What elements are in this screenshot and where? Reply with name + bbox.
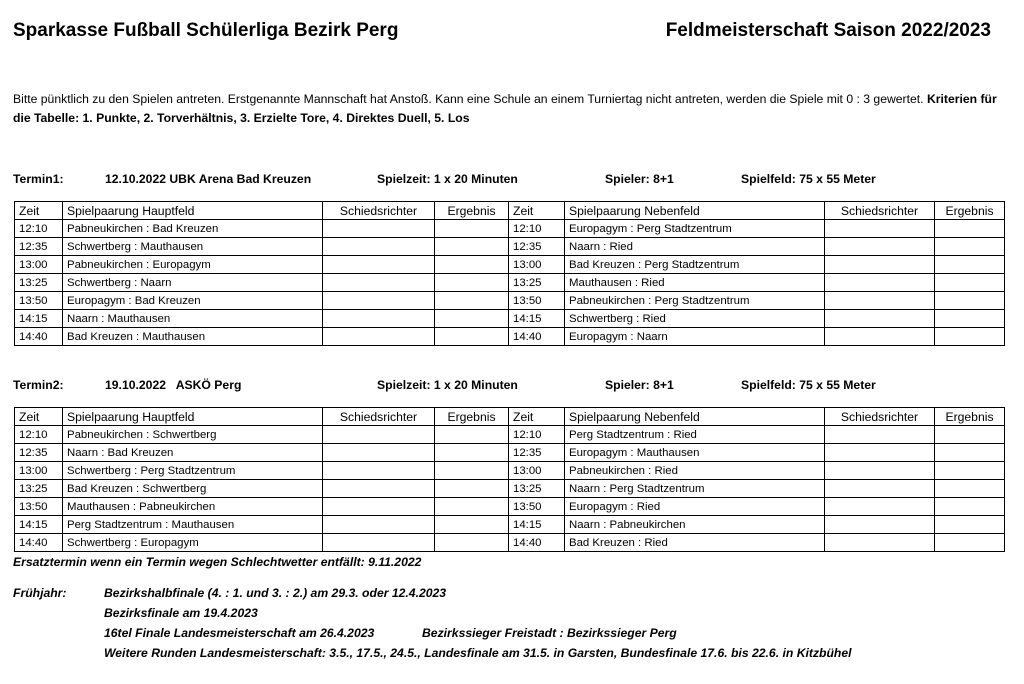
referee-cell[interactable] <box>323 462 435 480</box>
referee-cell[interactable] <box>825 462 935 480</box>
referee-cell[interactable] <box>323 292 435 310</box>
time-cell: 14:15 <box>15 516 63 534</box>
match-cell: Europagym : Bad Kreuzen <box>63 292 323 310</box>
match-cell: Schwertberg : Perg Stadtzentrum <box>63 462 323 480</box>
fruehjahr-line-3-text: 16tel Finale Landesmeisterschaft am 26.4.2023 <box>104 626 375 640</box>
time-cell: 12:10 <box>15 220 63 238</box>
table-row <box>15 328 1005 346</box>
referee-cell[interactable] <box>825 480 935 498</box>
time-cell: 12:35 <box>509 444 565 462</box>
referee-cell[interactable] <box>825 292 935 310</box>
time-cell: 13:50 <box>15 292 63 310</box>
col-ergebnis: Ergebnis <box>935 202 1005 220</box>
referee-cell[interactable] <box>323 238 435 256</box>
result-cell[interactable] <box>435 516 509 534</box>
table-row <box>15 238 1005 256</box>
match-cell: Europagym : Ried <box>565 498 825 516</box>
referee-cell[interactable] <box>323 498 435 516</box>
time-cell: 12:10 <box>509 220 565 238</box>
match-cell: Naarn : Perg Stadtzentrum <box>565 480 825 498</box>
result-cell[interactable] <box>435 256 509 274</box>
schedule-table-1 <box>14 201 1005 346</box>
referee-cell[interactable] <box>323 328 435 346</box>
termin-spieler: Spieler: 8+1 <box>605 172 674 186</box>
table-row <box>15 444 1005 462</box>
referee-cell[interactable] <box>825 516 935 534</box>
col-hauptfeld: Spielpaarung Hauptfeld <box>63 202 323 220</box>
match-cell: Pabneukirchen : Europagym <box>63 256 323 274</box>
intro-paragraph <box>13 90 1003 128</box>
time-cell: 13:25 <box>509 480 565 498</box>
referee-cell[interactable] <box>323 220 435 238</box>
col-zeit: Zeit <box>509 202 565 220</box>
match-cell: Bad Kreuzen : Schwertberg <box>63 480 323 498</box>
referee-cell[interactable] <box>323 274 435 292</box>
match-cell: Schwertberg : Europagym <box>63 534 323 552</box>
result-cell[interactable] <box>435 426 509 444</box>
result-cell[interactable] <box>935 274 1005 292</box>
fruehjahr-label: Frühjahr: <box>13 586 67 600</box>
referee-cell[interactable] <box>825 256 935 274</box>
col-ergebnis: Ergebnis <box>435 408 509 426</box>
match-cell: Naarn : Mauthausen <box>63 310 323 328</box>
table-row <box>15 310 1005 328</box>
result-cell[interactable] <box>435 462 509 480</box>
time-cell: 12:10 <box>509 426 565 444</box>
intro-criteria: Kriterien für die Tabelle: 1. Punkte, 2. Torverhältnis, 3. Erzielte Tore, 4. Direktes Duell, 5. Los <box>13 92 997 125</box>
col-schiedsrichter: Schiedsrichter <box>323 408 435 426</box>
time-cell: 14:40 <box>15 534 63 552</box>
referee-cell[interactable] <box>825 328 935 346</box>
match-cell: Schwertberg : Naarn <box>63 274 323 292</box>
table-row <box>15 274 1005 292</box>
ersatztermin-note: Ersatztermin wenn ein Termin wegen Schlechtwetter entfällt: 9.11.2022 <box>13 555 422 569</box>
season-title: Feldmeisterschaft Saison 2022/2023 <box>665 20 991 41</box>
match-cell: Bad Kreuzen : Perg Stadtzentrum <box>565 256 825 274</box>
match-cell: Naarn : Ried <box>565 238 825 256</box>
time-cell: 14:15 <box>15 310 63 328</box>
result-cell[interactable] <box>935 462 1005 480</box>
match-cell: Mauthausen : Ried <box>565 274 825 292</box>
referee-cell[interactable] <box>825 220 935 238</box>
col-ergebnis: Ergebnis <box>935 408 1005 426</box>
referee-cell[interactable] <box>825 534 935 552</box>
result-cell[interactable] <box>935 444 1005 462</box>
referee-cell[interactable] <box>825 444 935 462</box>
table-row <box>15 516 1005 534</box>
match-cell: Bad Kreuzen : Ried <box>565 534 825 552</box>
result-cell[interactable] <box>935 480 1005 498</box>
referee-cell[interactable] <box>323 480 435 498</box>
match-cell: Europagym : Perg Stadtzentrum <box>565 220 825 238</box>
col-schiedsrichter: Schiedsrichter <box>323 202 435 220</box>
result-cell[interactable] <box>435 480 509 498</box>
result-cell[interactable] <box>435 310 509 328</box>
match-cell: Mauthausen : Pabneukirchen <box>63 498 323 516</box>
referee-cell[interactable] <box>825 238 935 256</box>
match-cell: Pabneukirchen : Bad Kreuzen <box>63 220 323 238</box>
time-cell: 12:35 <box>15 444 63 462</box>
result-cell[interactable] <box>435 534 509 552</box>
result-cell[interactable] <box>935 498 1005 516</box>
termin-spielzeit: Spielzeit: 1 x 20 Minuten <box>377 378 518 392</box>
match-cell: Naarn : Pabneukirchen <box>565 516 825 534</box>
col-ergebnis: Ergebnis <box>435 202 509 220</box>
result-cell[interactable] <box>435 292 509 310</box>
referee-cell[interactable] <box>323 310 435 328</box>
time-cell: 13:00 <box>509 256 565 274</box>
col-zeit: Zeit <box>15 202 63 220</box>
referee-cell[interactable] <box>825 498 935 516</box>
col-hauptfeld: Spielpaarung Hauptfeld <box>63 408 323 426</box>
result-cell[interactable] <box>435 444 509 462</box>
referee-cell[interactable] <box>323 516 435 534</box>
result-cell[interactable] <box>935 310 1005 328</box>
time-cell: 13:00 <box>15 462 63 480</box>
col-zeit: Zeit <box>509 408 565 426</box>
match-cell: Perg Stadtzentrum : Mauthausen <box>63 516 323 534</box>
table-row <box>15 534 1005 552</box>
match-cell: Naarn : Bad Kreuzen <box>63 444 323 462</box>
result-cell[interactable] <box>935 328 1005 346</box>
fruehjahr-line-3 <box>104 626 677 640</box>
result-cell[interactable] <box>435 274 509 292</box>
match-cell: Perg Stadtzentrum : Ried <box>565 426 825 444</box>
result-cell[interactable] <box>935 426 1005 444</box>
termin-date-place: 12.10.2022 UBK Arena Bad Kreuzen <box>105 172 312 186</box>
table-row <box>15 480 1005 498</box>
match-cell: Bad Kreuzen : Mauthausen <box>63 328 323 346</box>
time-cell: 12:35 <box>509 238 565 256</box>
match-cell: Europagym : Mauthausen <box>565 444 825 462</box>
time-cell: 13:00 <box>15 256 63 274</box>
fruehjahr-line-3-extra: Bezirkssieger Freistadt : Bezirkssieger Perg <box>422 626 677 640</box>
time-cell: 13:50 <box>509 292 565 310</box>
col-nebenfeld: Spielpaarung Nebenfeld <box>565 408 825 426</box>
table-header-row <box>15 408 1005 426</box>
termin-spielfeld: Spielfeld: 75 x 55 Meter <box>741 378 876 392</box>
match-cell: Schwertberg : Mauthausen <box>63 238 323 256</box>
table-row <box>15 292 1005 310</box>
table-row <box>15 426 1005 444</box>
time-cell: 14:15 <box>509 516 565 534</box>
match-cell: Schwertberg : Ried <box>565 310 825 328</box>
table-row <box>15 498 1005 516</box>
result-cell[interactable] <box>935 292 1005 310</box>
col-schiedsrichter: Schiedsrichter <box>825 408 935 426</box>
result-cell[interactable] <box>435 220 509 238</box>
match-cell: Pabneukirchen : Perg Stadtzentrum <box>565 292 825 310</box>
schedule-table-2 <box>14 407 1005 552</box>
time-cell: 14:40 <box>15 328 63 346</box>
page-title: Sparkasse Fußball Schülerliga Bezirk Perg <box>13 20 399 41</box>
table-row <box>15 462 1005 480</box>
termin-spieler: Spieler: 8+1 <box>605 378 674 392</box>
table-header-row <box>15 202 1005 220</box>
intro-text: Bitte pünktlich zu den Spielen antreten. Erstgenannte Mannschaft hat Anstoß. Kann eine Schule an einem Turniertag nicht antreten, werden die Spiele mit 0 : 3 gewertet. <box>13 92 927 106</box>
table-row <box>15 256 1005 274</box>
time-cell: 13:25 <box>15 274 63 292</box>
match-cell: Pabneukirchen : Schwertberg <box>63 426 323 444</box>
time-cell: 12:35 <box>15 238 63 256</box>
time-cell: 13:25 <box>15 480 63 498</box>
result-cell[interactable] <box>435 498 509 516</box>
referee-cell[interactable] <box>323 444 435 462</box>
match-cell: Europagym : Naarn <box>565 328 825 346</box>
time-cell: 13:50 <box>15 498 63 516</box>
referee-cell[interactable] <box>825 274 935 292</box>
col-nebenfeld: Spielpaarung Nebenfeld <box>565 202 825 220</box>
time-cell: 14:40 <box>509 534 565 552</box>
table-row <box>15 220 1005 238</box>
result-cell[interactable] <box>935 238 1005 256</box>
fruehjahr-line-2: Bezirksfinale am 19.4.2023 <box>104 606 258 620</box>
result-cell[interactable] <box>435 328 509 346</box>
termin-spielfeld: Spielfeld: 75 x 55 Meter <box>741 172 876 186</box>
time-cell: 14:40 <box>509 328 565 346</box>
fruehjahr-line-4: Weitere Runden Landesmeisterschaft: 3.5., 17.5., 24.5., Landesfinale am 31.5. in Garsten, Bundesfinale 17.6. bis 22.6. in Kitzbühel <box>104 646 852 660</box>
time-cell: 13:25 <box>509 274 565 292</box>
time-cell: 13:50 <box>509 498 565 516</box>
termin-label: Termin2: <box>13 378 64 392</box>
referee-cell[interactable] <box>323 534 435 552</box>
termin-date-place: 19.10.2022 ASKÖ Perg <box>105 378 242 392</box>
termin-label: Termin1: <box>13 172 64 186</box>
referee-cell[interactable] <box>825 426 935 444</box>
termin-spielzeit: Spielzeit: 1 x 20 Minuten <box>377 172 518 186</box>
match-cell: Pabneukirchen : Ried <box>565 462 825 480</box>
referee-cell[interactable] <box>323 256 435 274</box>
time-cell: 12:10 <box>15 426 63 444</box>
fruehjahr-line-1: Bezirkshalbfinale (4. : 1. und 3. : 2.) am 29.3. oder 12.4.2023 <box>104 586 447 600</box>
result-cell[interactable] <box>935 516 1005 534</box>
result-cell[interactable] <box>935 256 1005 274</box>
referee-cell[interactable] <box>323 426 435 444</box>
time-cell: 13:00 <box>509 462 565 480</box>
referee-cell[interactable] <box>825 310 935 328</box>
col-schiedsrichter: Schiedsrichter <box>825 202 935 220</box>
col-zeit: Zeit <box>15 408 63 426</box>
result-cell[interactable] <box>435 238 509 256</box>
time-cell: 14:15 <box>509 310 565 328</box>
result-cell[interactable] <box>935 534 1005 552</box>
result-cell[interactable] <box>935 220 1005 238</box>
